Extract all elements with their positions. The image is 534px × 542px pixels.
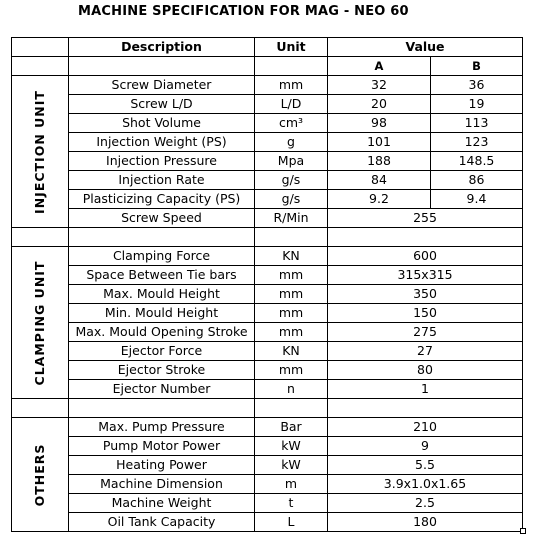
row-value-a: 98	[328, 114, 431, 133]
table-row	[12, 323, 523, 342]
row-description: Min. Mould Height	[69, 304, 255, 323]
row-unit: Mpa	[255, 152, 328, 171]
table-row	[12, 266, 523, 285]
row-value: 80	[328, 361, 523, 380]
subheader-row	[12, 57, 523, 76]
row-description: Ejector Number	[69, 380, 255, 399]
table-row	[12, 475, 523, 494]
header-col-b: B	[431, 57, 523, 76]
header-blank	[12, 38, 69, 57]
row-unit: cm³	[255, 114, 328, 133]
table-row	[12, 494, 523, 513]
section-clamping	[12, 247, 69, 399]
row-unit: g/s	[255, 171, 328, 190]
row-unit: g	[255, 133, 328, 152]
row-unit: L	[255, 513, 328, 532]
row-value: 3.9x1.0x1.65	[328, 475, 523, 494]
row-unit: KN	[255, 247, 328, 266]
row-value-b: 9.4	[431, 190, 523, 209]
table-row	[12, 171, 523, 190]
resize-handle[interactable]	[520, 528, 526, 534]
section-label: CLAMPING UNIT	[32, 260, 47, 385]
row-description: Shot Volume	[69, 114, 255, 133]
row-value: 315x315	[328, 266, 523, 285]
row-unit: g/s	[255, 190, 328, 209]
table-row	[12, 361, 523, 380]
table-row	[12, 209, 523, 228]
row-value-a: 9.2	[328, 190, 431, 209]
row-unit: mm	[255, 323, 328, 342]
row-unit: mm	[255, 285, 328, 304]
row-value-a: 32	[328, 76, 431, 95]
row-value: 275	[328, 323, 523, 342]
table-row	[12, 285, 523, 304]
row-unit: n	[255, 380, 328, 399]
row-value-b: 113	[431, 114, 523, 133]
row-value-a: 20	[328, 95, 431, 114]
row-value: 150	[328, 304, 523, 323]
row-description: Injection Weight (PS)	[69, 133, 255, 152]
row-value: 1	[328, 380, 523, 399]
row-unit: KN	[255, 342, 328, 361]
section-others	[12, 418, 69, 532]
row-description: Max. Mould Opening Stroke	[69, 323, 255, 342]
row-description: Machine Dimension	[69, 475, 255, 494]
section-label: INJECTION UNIT	[32, 89, 47, 214]
row-description: Injection Pressure	[69, 152, 255, 171]
row-unit: t	[255, 494, 328, 513]
row-value: 255	[328, 209, 523, 228]
row-unit: kW	[255, 437, 328, 456]
row-value-b: 86	[431, 171, 523, 190]
row-description: Screw Speed	[69, 209, 255, 228]
table-row	[12, 380, 523, 399]
row-unit: m	[255, 475, 328, 494]
row-value-a: 84	[328, 171, 431, 190]
row-value-a: 188	[328, 152, 431, 171]
page-title: MACHINE SPECIFICATION FOR MAG - NEO 60	[78, 4, 409, 19]
row-unit: mm	[255, 361, 328, 380]
row-description: Oil Tank Capacity	[69, 513, 255, 532]
row-value-b: 36	[431, 76, 523, 95]
row-value-b: 19	[431, 95, 523, 114]
row-description: Heating Power	[69, 456, 255, 475]
row-value: 600	[328, 247, 523, 266]
header-value: Value	[328, 38, 523, 57]
row-unit: mm	[255, 304, 328, 323]
header-col-a: A	[328, 57, 431, 76]
table-row	[12, 513, 523, 532]
row-description: Space Between Tie bars	[69, 266, 255, 285]
row-description: Injection Rate	[69, 171, 255, 190]
row-description: Ejector Stroke	[69, 361, 255, 380]
spec-table	[11, 37, 523, 532]
row-unit: L/D	[255, 95, 328, 114]
row-value: 9	[328, 437, 523, 456]
table-row	[12, 342, 523, 361]
row-value: 5.5	[328, 456, 523, 475]
table-row	[12, 152, 523, 171]
row-description: Pump Motor Power	[69, 437, 255, 456]
row-unit: Bar	[255, 418, 328, 437]
row-description: Screw L/D	[69, 95, 255, 114]
header-description: Description	[69, 38, 255, 57]
section-label: OTHERS	[32, 443, 47, 506]
table-row	[12, 247, 523, 266]
row-description: Screw Diameter	[69, 76, 255, 95]
table-row	[12, 304, 523, 323]
table-row	[12, 95, 523, 114]
row-value: 27	[328, 342, 523, 361]
table-row	[12, 190, 523, 209]
row-unit: kW	[255, 456, 328, 475]
row-description: Max. Pump Pressure	[69, 418, 255, 437]
table-row	[12, 76, 523, 95]
table-row	[12, 437, 523, 456]
row-description: Ejector Force	[69, 342, 255, 361]
table-row	[12, 418, 523, 437]
row-description: Clamping Force	[69, 247, 255, 266]
header-row	[12, 38, 523, 57]
table-row	[12, 456, 523, 475]
row-value: 2.5	[328, 494, 523, 513]
header-unit: Unit	[255, 38, 328, 57]
row-description: Max. Mould Height	[69, 285, 255, 304]
row-unit: mm	[255, 266, 328, 285]
row-value: 210	[328, 418, 523, 437]
table-row	[12, 114, 523, 133]
row-value: 180	[328, 513, 523, 532]
section-spacer	[12, 399, 523, 418]
row-value-b: 148.5	[431, 152, 523, 171]
row-value-b: 123	[431, 133, 523, 152]
section-injection	[12, 76, 69, 228]
row-description: Plasticizing Capacity (PS)	[69, 190, 255, 209]
row-value: 350	[328, 285, 523, 304]
row-unit: R/Min	[255, 209, 328, 228]
row-description: Machine Weight	[69, 494, 255, 513]
table-row	[12, 133, 523, 152]
section-spacer	[12, 228, 523, 247]
row-value-a: 101	[328, 133, 431, 152]
row-unit: mm	[255, 76, 328, 95]
